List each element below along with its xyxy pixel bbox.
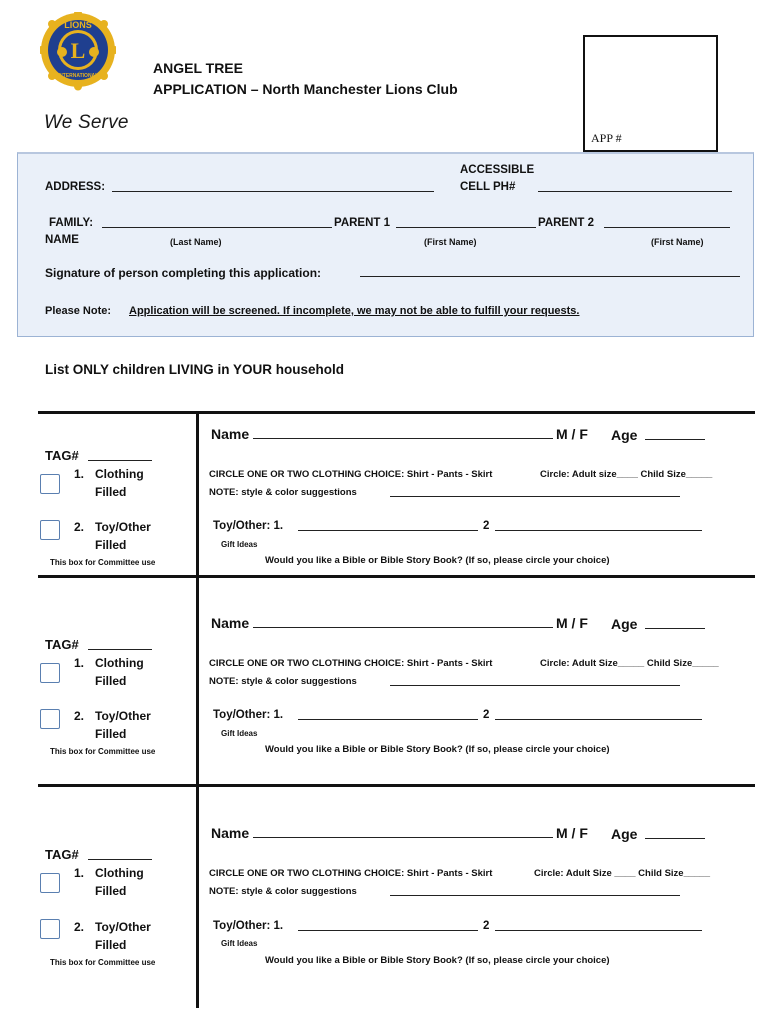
- check2-number: 2.: [74, 709, 85, 723]
- parent2-first-name-hint: (First Name): [651, 237, 704, 247]
- toy-filled-checkbox[interactable]: [40, 919, 60, 939]
- toy-gift-2-field[interactable]: [495, 920, 702, 931]
- app-number-label: APP #: [591, 131, 622, 145]
- check2-number: 2.: [74, 520, 85, 534]
- toy-second-label: 2: [483, 709, 490, 721]
- size-circle-label: Circle: Adult Size ____ Child Size_____: [534, 868, 710, 879]
- cell-phone-field[interactable]: [538, 181, 732, 192]
- tag-number-field[interactable]: [88, 639, 152, 650]
- child-name-field[interactable]: [253, 827, 553, 838]
- name-label: NAME: [45, 234, 79, 246]
- clothing-label: Clothing: [95, 467, 144, 481]
- clothing-label: Clothing: [95, 866, 144, 880]
- toy-second-label: 2: [483, 920, 490, 932]
- check2-number: 2.: [74, 920, 85, 934]
- committee-column-divider: [196, 411, 199, 1008]
- toy-gift-1-field[interactable]: [298, 520, 478, 531]
- parent2-label: PARENT 2: [538, 217, 595, 229]
- toy-filled-checkbox[interactable]: [40, 520, 60, 540]
- age-field[interactable]: [645, 828, 705, 839]
- gift-ideas-label: Gift Ideas: [221, 939, 258, 948]
- committee-note: This box for Committee use: [50, 558, 156, 567]
- gift-ideas-label: Gift Ideas: [221, 729, 258, 738]
- check1-number: 1.: [74, 656, 85, 670]
- age-label: Age: [611, 826, 638, 842]
- size-circle-label: Circle: Adult size____ Child Size_____: [540, 469, 713, 480]
- bible-question: Would you like a Bible or Bible Story Book? (If so, please circle your choice): [265, 955, 610, 966]
- cell-phone-label: CELL PH#: [460, 181, 516, 193]
- style-note-label: NOTE: style & color suggestions: [209, 676, 357, 687]
- lions-club-logo: [40, 12, 116, 108]
- child-name-label: Name: [211, 615, 250, 631]
- tag-label: TAG#: [45, 448, 79, 463]
- gift-ideas-label: Gift Ideas: [221, 540, 258, 549]
- signature-field[interactable]: [360, 266, 740, 277]
- toy-gift-2-field[interactable]: [495, 709, 702, 720]
- clothing-choice-label: CIRCLE ONE OR TWO CLOTHING CHOICE: Shirt - Pants - Skirt: [209, 469, 493, 480]
- clothing-choice-label: CIRCLE ONE OR TWO CLOTHING CHOICE: Shirt - Pants - Skirt: [209, 658, 493, 669]
- address-label: ADDRESS:: [45, 181, 106, 193]
- gender-label: M / F: [556, 426, 588, 442]
- last-name-hint: (Last Name): [170, 237, 222, 247]
- parent1-label: PARENT 1: [334, 217, 391, 229]
- child-block-divider: [38, 784, 755, 787]
- toy-other-label: Toy/Other: [95, 520, 151, 534]
- parent2-field[interactable]: [604, 217, 730, 228]
- child-name-label: Name: [211, 426, 250, 442]
- toy-gift-2-field[interactable]: [495, 520, 702, 531]
- tag-label: TAG#: [45, 637, 79, 652]
- child-block-divider: [38, 575, 755, 578]
- filled-label: Filled: [95, 538, 127, 552]
- signature-label: Signature of person completing this application:: [45, 266, 322, 280]
- toy-other-label: Toy/Other: [95, 709, 151, 723]
- style-note-label: NOTE: style & color suggestions: [209, 487, 357, 498]
- toy-gift-1-field[interactable]: [298, 920, 478, 931]
- toy-filled-checkbox[interactable]: [40, 709, 60, 729]
- toy-gift-1-field[interactable]: [298, 709, 478, 720]
- filled-label: Filled: [95, 938, 127, 952]
- accessible-label: ACCESSIBLE: [460, 164, 535, 176]
- clothing-filled-checkbox[interactable]: [40, 474, 60, 494]
- committee-note: This box for Committee use: [50, 747, 156, 756]
- logo-bottom-text: INTERNATIONAL: [57, 73, 99, 79]
- clothing-filled-checkbox[interactable]: [40, 873, 60, 893]
- bible-question: Would you like a Bible or Bible Story Book? (If so, please circle your choice): [265, 555, 610, 566]
- family-name-field[interactable]: [102, 217, 332, 228]
- logo-letter: L: [70, 38, 86, 63]
- toy-other-input-label: Toy/Other: 1.: [213, 709, 284, 721]
- style-note-label: NOTE: style & color suggestions: [209, 886, 357, 897]
- screening-note: Application will be screened. If incomplete, we may not be able to fulfill your requests.: [129, 305, 580, 317]
- style-note-field[interactable]: [390, 486, 680, 497]
- child-name-field[interactable]: [253, 428, 553, 439]
- filled-label: Filled: [95, 674, 127, 688]
- child-name-field[interactable]: [253, 617, 553, 628]
- toy-other-label: Toy/Other: [95, 920, 151, 934]
- address-field[interactable]: [112, 181, 434, 192]
- clothing-choice-label: CIRCLE ONE OR TWO CLOTHING CHOICE: Shirt - Pants - Skirt: [209, 868, 493, 879]
- tag-number-field[interactable]: [88, 849, 152, 860]
- age-label: Age: [611, 427, 638, 443]
- age-field[interactable]: [645, 429, 705, 440]
- section-heading: List ONLY children LIVING in YOUR household: [45, 362, 345, 377]
- style-note-field[interactable]: [390, 675, 680, 686]
- gender-label: M / F: [556, 825, 588, 841]
- bible-question: Would you like a Bible or Bible Story Book? (If so, please circle your choice): [265, 744, 610, 755]
- size-circle-label: Circle: Adult Size_____ Child Size_____: [540, 658, 719, 669]
- filled-label: Filled: [95, 485, 127, 499]
- clothing-filled-checkbox[interactable]: [40, 663, 60, 683]
- toy-other-input-label: Toy/Other: 1.: [213, 520, 284, 532]
- parent1-first-name-hint: (First Name): [424, 237, 477, 247]
- form-title-line2: APPLICATION – North Manchester Lions Club: [153, 81, 458, 97]
- check1-number: 1.: [74, 467, 85, 481]
- logo-slogan: We Serve: [44, 112, 129, 133]
- style-note-field[interactable]: [390, 885, 680, 896]
- parent1-field[interactable]: [396, 217, 536, 228]
- age-field[interactable]: [645, 618, 705, 629]
- toy-other-input-label: Toy/Other: 1.: [213, 920, 284, 932]
- note-label: Please Note:: [45, 305, 112, 317]
- filled-label: Filled: [95, 884, 127, 898]
- family-label: FAMILY:: [49, 217, 94, 229]
- app-number-box[interactable]: [583, 35, 718, 152]
- gender-label: M / F: [556, 615, 588, 631]
- age-label: Age: [611, 616, 638, 632]
- filled-label: Filled: [95, 727, 127, 741]
- form-title-line1: ANGEL TREE: [153, 60, 243, 76]
- child-block-divider: [38, 411, 755, 414]
- toy-second-label: 2: [483, 520, 490, 532]
- tag-label: TAG#: [45, 847, 79, 862]
- committee-note: This box for Committee use: [50, 958, 156, 967]
- clothing-label: Clothing: [95, 656, 144, 670]
- child-name-label: Name: [211, 825, 250, 841]
- tag-number-field[interactable]: [88, 450, 152, 461]
- logo-top-text: LIONS: [64, 20, 92, 30]
- check1-number: 1.: [74, 866, 85, 880]
